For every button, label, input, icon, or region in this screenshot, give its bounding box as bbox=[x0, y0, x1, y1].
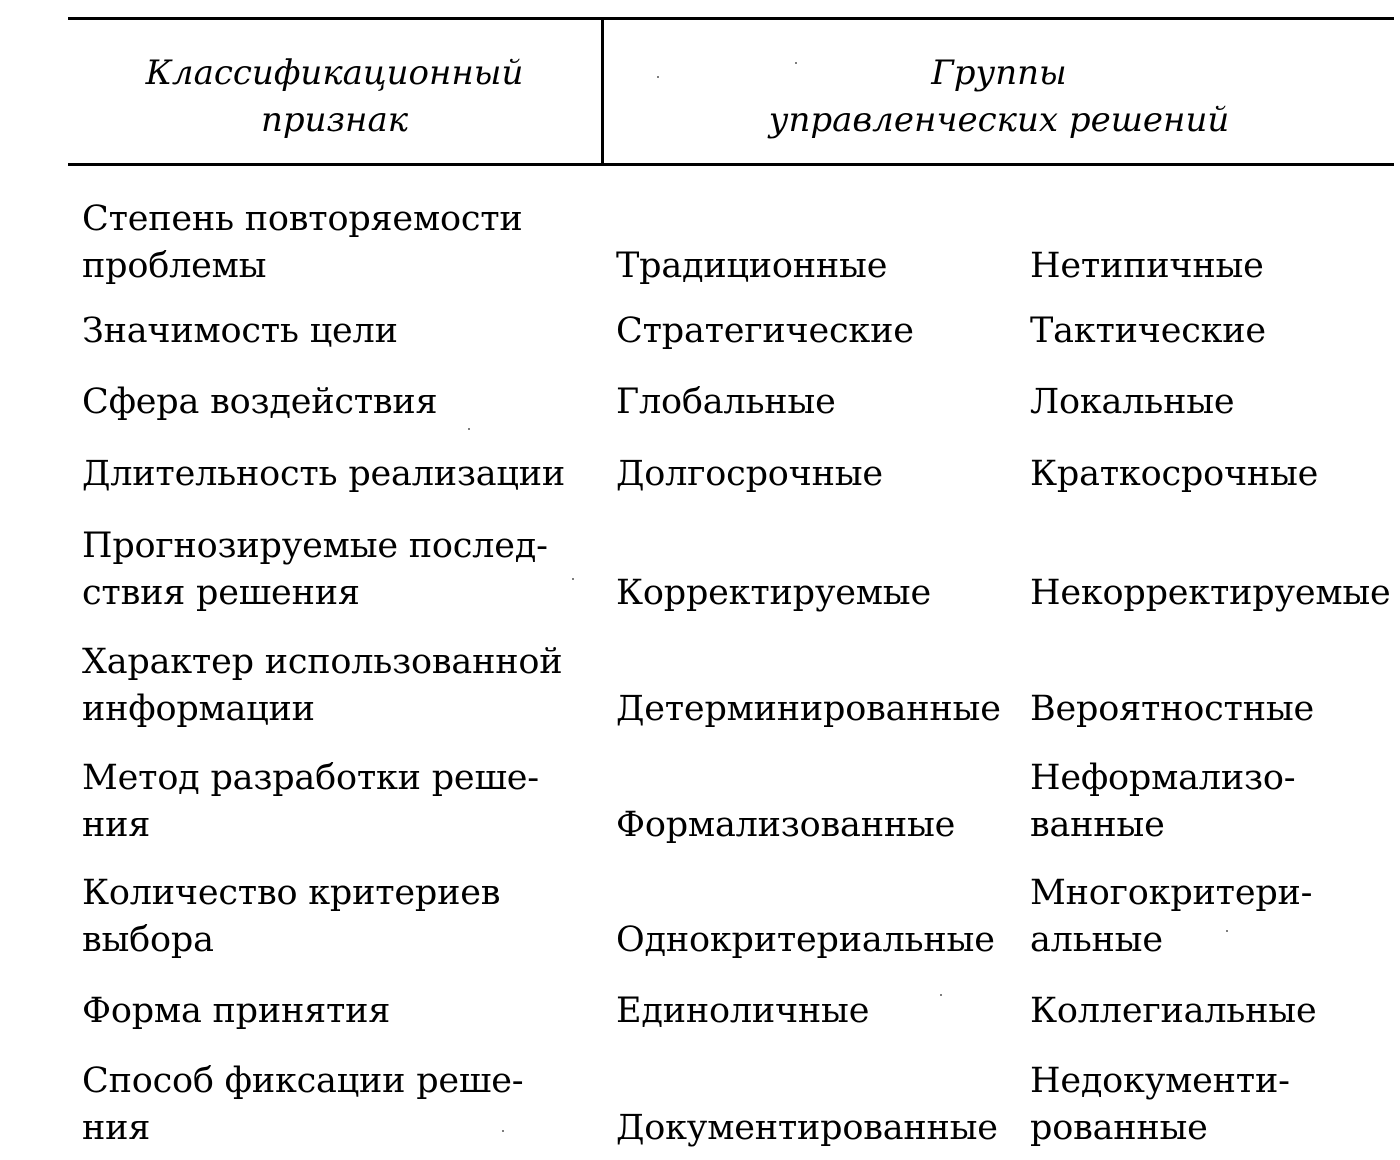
criterion-cell bbox=[82, 1058, 602, 1152]
group-one-cell bbox=[616, 988, 1016, 1035]
group-one-cell-line: Глобальные bbox=[616, 382, 836, 422]
group-two-cell-line: Многокритери- bbox=[1030, 873, 1313, 913]
group-one-cell-line: Единоличные bbox=[616, 991, 870, 1031]
criterion-cell bbox=[82, 755, 602, 849]
group-two-cell bbox=[1030, 755, 1400, 849]
group-one-cell bbox=[616, 802, 1016, 849]
header-decision-groups bbox=[604, 50, 1394, 144]
criterion-cell bbox=[82, 196, 602, 290]
criterion-cell-line: Сфера воздействия bbox=[82, 382, 438, 422]
group-one-cell-line: Документированные bbox=[616, 1108, 998, 1148]
group-two-cell-line: Краткосрочные bbox=[1030, 454, 1319, 494]
group-one-cell bbox=[616, 308, 1016, 355]
group-two-cell-line: рованные bbox=[1030, 1108, 1208, 1148]
group-two-cell bbox=[1030, 379, 1400, 426]
group-two-cell-line: Неформализо- bbox=[1030, 758, 1296, 798]
criterion-cell bbox=[82, 988, 602, 1035]
group-one-cell bbox=[616, 917, 1016, 964]
criterion-cell-line: Форма принятия bbox=[82, 991, 391, 1031]
group-two-cell-line: Недокументи- bbox=[1030, 1061, 1290, 1101]
criterion-cell-line: Длительность реализации bbox=[82, 454, 565, 494]
criterion-cell bbox=[82, 308, 602, 355]
group-one-cell-line: Традиционные bbox=[616, 246, 888, 286]
group-one-cell-line: Корректируемые bbox=[616, 573, 931, 613]
criterion-cell bbox=[82, 451, 602, 498]
group-two-cell-line: ванные bbox=[1030, 805, 1165, 845]
criterion-cell-line: ствия решения bbox=[82, 573, 360, 613]
criterion-cell-line: Значимость цели bbox=[82, 311, 398, 351]
criterion-cell-line: проблемы bbox=[82, 246, 267, 286]
group-one-cell bbox=[616, 686, 1016, 733]
header-classification-criterion bbox=[68, 50, 601, 144]
header-col2-line-1: Группы bbox=[931, 53, 1067, 93]
group-two-cell bbox=[1030, 870, 1400, 964]
header-bottom-rule bbox=[68, 163, 1394, 166]
criterion-cell-line: Степень повторяемости bbox=[82, 199, 523, 239]
group-one-cell bbox=[616, 243, 1016, 290]
group-one-cell bbox=[616, 570, 1016, 617]
group-one-cell bbox=[616, 451, 1016, 498]
criterion-cell-line: информации bbox=[82, 689, 315, 729]
group-two-cell-line: Коллегиальные bbox=[1030, 991, 1317, 1031]
group-one-cell-line: Детерминированные bbox=[616, 689, 1001, 729]
scan-speck bbox=[795, 62, 797, 64]
header-col1-line-1: Классификационный bbox=[145, 53, 524, 93]
criterion-cell bbox=[82, 523, 602, 617]
group-two-cell-line: Нетипичные bbox=[1030, 246, 1264, 286]
criterion-cell-line: Количество критериев bbox=[82, 873, 501, 913]
group-one-cell-line: Однокритериальные bbox=[616, 920, 995, 960]
criterion-cell bbox=[82, 870, 602, 964]
group-two-cell-line: Некорректируемые bbox=[1030, 573, 1391, 613]
group-two-cell-line: Тактические bbox=[1030, 311, 1266, 351]
header-col1-line-2: признак bbox=[260, 100, 409, 140]
header-col2-line-2: управленческих решений bbox=[768, 100, 1230, 140]
group-two-cell bbox=[1030, 308, 1400, 355]
scan-speck bbox=[940, 994, 942, 996]
group-two-cell bbox=[1030, 686, 1400, 733]
group-two-cell-line: Локальные bbox=[1030, 382, 1235, 422]
group-two-cell-line: альные bbox=[1030, 920, 1163, 960]
group-two-cell bbox=[1030, 451, 1400, 498]
scan-speck bbox=[657, 76, 659, 78]
group-one-cell-line: Долгосрочные bbox=[616, 454, 883, 494]
group-two-cell bbox=[1030, 1058, 1400, 1152]
group-one-cell bbox=[616, 1105, 1016, 1152]
group-two-cell bbox=[1030, 570, 1400, 617]
criterion-cell-line: Способ фиксации реше- bbox=[82, 1061, 524, 1101]
group-one-cell-line: Стратегические bbox=[616, 311, 914, 351]
group-two-cell bbox=[1030, 988, 1400, 1035]
criterion-cell-line: ния bbox=[82, 1108, 151, 1148]
scan-speck bbox=[572, 578, 574, 580]
group-one-cell-line: Формализованные bbox=[616, 805, 956, 845]
group-two-cell bbox=[1030, 243, 1400, 290]
criterion-cell-line: ния bbox=[82, 805, 151, 845]
scan-speck bbox=[502, 1130, 504, 1132]
criterion-cell bbox=[82, 379, 602, 426]
scan-speck bbox=[1226, 930, 1228, 932]
scan-speck bbox=[468, 428, 470, 430]
criterion-cell-line: Метод разработки реше- bbox=[82, 758, 539, 798]
criterion-cell bbox=[82, 639, 602, 733]
criterion-cell-line: Прогнозируемые послед- bbox=[82, 526, 548, 566]
criterion-cell-line: Характер использованной bbox=[82, 642, 563, 682]
table-top-rule bbox=[68, 17, 1394, 20]
criterion-cell-line: выбора bbox=[82, 920, 214, 960]
group-two-cell-line: Вероятностные bbox=[1030, 689, 1315, 729]
group-one-cell bbox=[616, 379, 1016, 426]
